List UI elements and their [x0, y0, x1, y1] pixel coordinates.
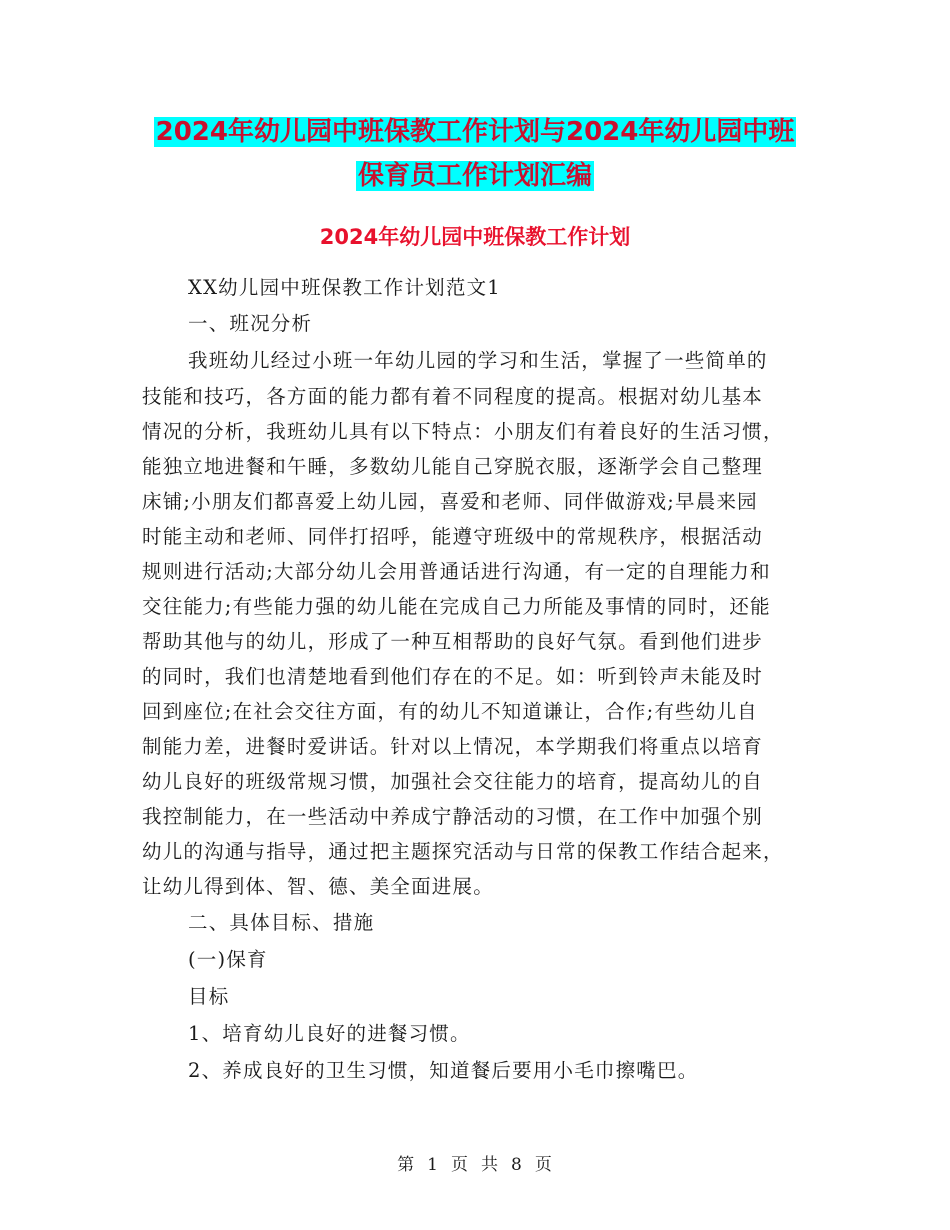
footer-total-pages: 8: [511, 1155, 523, 1175]
heading-target: 目标: [188, 985, 230, 1008]
paragraph-line: 床铺;小朋友们都喜爱上幼儿园，喜爱和老师、同伴做游戏;早晨来园: [142, 490, 758, 513]
paragraph-line: 制能力差，进餐时爱讲话。针对以上情况，本学期我们将重点以培育: [142, 735, 764, 758]
paragraph-line: 让幼儿得到体、智、德、美全面进展。: [142, 875, 494, 898]
heading-class-analysis: 一、班况分析: [188, 312, 313, 335]
title-line-1: 2024年幼儿园中班保教工作计划与2024年幼儿园中班: [155, 117, 795, 147]
paragraph-line: 的同时，我们也清楚地看到他们存在的不足。如：听到铃声未能及时: [142, 665, 764, 688]
footer-page-number: 1: [427, 1155, 439, 1175]
paragraph-line: 能独立地进餐和午睡，多数幼儿能自己穿脱衣服，逐渐学会自己整理: [142, 455, 764, 478]
page-footer: [0, 1150, 950, 1175]
paragraph-line: 时能主动和老师、同伴打招呼，能遵守班级中的常规秩序，根据活动: [142, 525, 764, 548]
subtitle: XX幼儿园中班保教工作计划范文1: [188, 276, 501, 299]
heading-goals-measures: 二、具体目标、措施: [188, 911, 375, 934]
paragraph-line: 技能和技巧，各方面的能力都有着不同程度的提高。根据对幼儿基本: [142, 385, 764, 408]
paragraph-line: 我班幼儿经过小班一年幼儿园的学习和生活，掌握了一些简单的: [188, 349, 768, 372]
paragraph-line: 规则进行活动;大部分幼儿会用普通话进行沟通，有一定的自理能力和: [142, 560, 771, 583]
footer-total-label: 共: [481, 1155, 499, 1175]
list-item: 1、培育幼儿良好的进餐习惯。: [188, 1022, 471, 1045]
footer-suffix: 页: [534, 1155, 553, 1175]
heading-care: (一)保育: [188, 948, 268, 971]
paragraph-line: 幼儿良好的班级常规习惯，加强社会交往能力的培育，提高幼儿的自: [142, 770, 764, 793]
paragraph-line: 我控制能力，在一些活动中养成宁静活动的习惯，在工作中加强个别: [142, 805, 764, 828]
paragraph-line: 幼儿的沟通与指导，通过把主题探究活动与日常的保教工作结合起来，: [142, 840, 784, 863]
footer-page-label: 页: [451, 1155, 469, 1175]
document-title: [0, 110, 950, 198]
paragraph-line: 情况的分析，我班幼儿具有以下特点：小朋友们有着良好的生活习惯，: [142, 420, 784, 443]
paragraph-line: 回到座位;在社会交往方面，有的幼儿不知道谦让，合作;有些幼儿自: [142, 700, 758, 723]
footer-prefix: 第: [397, 1155, 416, 1175]
paragraph-line: 交往能力;有些能力强的幼儿能在完成自己力所能及事情的同时，还能: [142, 595, 771, 618]
paragraph-line: 帮助其他与的幼儿，形成了一种互相帮助的良好气氛。看到他们进步: [142, 630, 764, 653]
title-line-2: 保育员工作计划汇编: [357, 161, 592, 191]
document-body: [142, 270, 810, 1089]
section-title: 2024年幼儿园中班保教工作计划: [319, 225, 631, 249]
list-item: 2、养成良好的卫生习惯，知道餐后要用小毛巾擦嘴巴。: [188, 1059, 699, 1082]
